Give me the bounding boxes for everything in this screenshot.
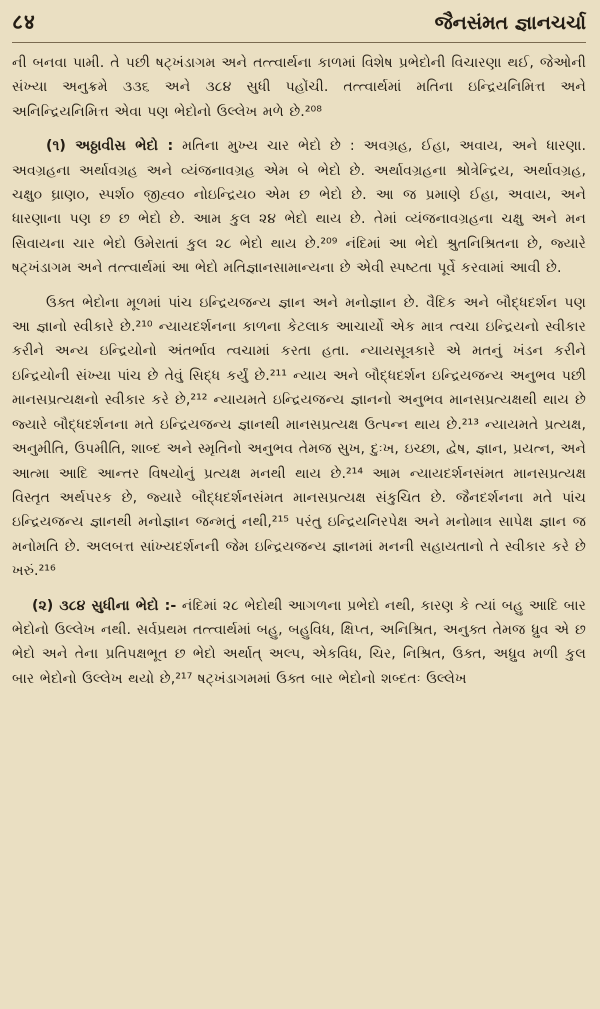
running-title: જૈનસંમત જ્ઞાનચર્ચા bbox=[434, 12, 586, 34]
page-number: ८४ bbox=[12, 9, 36, 34]
paragraph-twenty-eight-divisions bbox=[12, 134, 586, 280]
page-body bbox=[12, 51, 586, 691]
paragraph-text: મતિના મુખ્ય ચાર ભેદો છે : અવગ્રહ, ઈહા, અવાય, અને ધારણા. અવગ્રહના અર્થાવગ્રહ અને વ્યંજનાવગ્રહ એમ બે ભેદો છે. અર્થાવગ્રહના શ્રોત્રેન્દ્રિય, અર્થાવગ્રહ, ચક્ષુ૦ ઘ્રાણ૦, સ્પર્શ૦ જીહ્વ૦ નોઇન્દ્રિય૦ એમ છ ભેદો છે. આ જ પ્રમાણે ઈહા, અવાય, અને ધારણાના પણ છ છ ભેદો છે. આમ કુલ ૨૪ ભેદો થાય છે. તેમાં વ્યંજનાવગ્રહના ચક્ષુ અને મન સિવાયના ચાર ભેદો ઉમેરાતાં કુલ ૨૮ ભેદો થાય છે.²⁰⁹ નંદિમાં આ ભેદો શ્રુતનિશ્રિતના છે, જ્યારે ષટ્ખંડાગમ અને તત્ત્વાર્થમાં આ ભેદો મતિજ્ઞાનસામાન્યના છે એવી સ્પષ્ટતા પૂર્વે કરવામાં આવી છે. bbox=[12, 138, 586, 277]
paragraph-text: નંદિમાં ૨૮ ભેદોથી આગળના પ્રભેદો નથી, કારણ કે ત્યાં બહુ આદિ બાર ભેદોનો ઉલ્લેખ નથી. સર્વપ્રથમ તત્ત્વાર્થમાં બહુ, બહુવિધ, ક્ષિપ્ત, અનિશ્રિત, અનુક્ત તેમજ ધ્રુવ એ છ ભેદો અને તેના પ્રતિપક્ષભૂત છ ભેદો અર્થાત્ અલ્પ, એકવિધ, ચિર, નિશ્રિત, ઉક્ત, અધ્રુવ મળી કુલ બાર ભેદોનો ઉલ્લેખ થયો છે,²¹⁷ ષટ્ખંડાગમમાં ઉક્ત બાર ભેદોનો શબ્દતઃ ઉલ્લેખ bbox=[12, 597, 586, 687]
paragraph-sense-knowledge: ઉક્ત ભેદોના મૂળમાં પાંચ ઇન્દ્રિયજન્ય જ્ઞાન અને મનોજ્ઞાન છે. વૈદિક અને બૌદ્ધદર્શન પણ આ જ્ઞાનો સ્વીકારે છે.²¹⁰ ન્યાયદર્શનના કાળના કેટલાક આચાર્યો એક માત્ર ત્વચા ઇન્દ્રિયનો સ્વીકાર કરીને અન્ય ઇન્દ્રિયોનો અંતર્ભાવ ત્વચામાં કરતા હતા. ન્યાયસૂત્રકારે એ મતનું ખંડન કરીને ઇન્દ્રિયોની સંખ્યા પાંચ છે તેવું સિદ્ધ કર્યું છે.²¹¹ ન્યાય અને બૌદ્ધદર્શન ઇન્દ્રિયજન્ય અનુભવ પછી માનસપ્રત્યક્ષનો સ્વીકાર કરે છે,²¹² ન્યાયમતે ઇન્દ્રિયજન્ય જ્ઞાનનો અનુભવ માનસપ્રત્યક્ષથી થાય છે જ્યારે બૌદ્ધદર્શનના મતે ઇન્દ્રિયજન્ય જ્ઞાનથી માનસપ્રત્યક્ષ ઉત્પન્ન થાય છે.²¹³ ન્યાયમતે પ્રત્યક્ષ, અનુમીતિ, ઉપમીતિ, શાબ્દ અને સ્મૃતિનો અનુભવ તેમજ સુખ, દુઃખ, ઇચ્છા, દ્વેષ, જ્ઞાન, પ્રયત્ન, અને આત્મા આદિ આન્તર વિષયોનું પ્રત્યક્ષ મનથી થાય છે.²¹⁴ આમ ન્યાયદર્શનસંમત માનસપ્રત્યક્ષ વિસ્તૃત અર્થપરક છે, જ્યારે બૌદ્ધદર્શનસંમત માનસપ્રત્યક્ષ સંકુચિત છે. જૈનદર્શનના મતે પાંચ ઇન્દ્રિયજન્ય જ્ઞાનથી મનોજ્ઞાન જન્મતું નથી,²¹⁵ પરંતુ ઇન્દ્રિયનિરપેક્ષ અને મનોમાત્ર સાપેક્ષ જ્ઞાન જ મનોમતિ છે. અલબત્ત સાંખ્યદર્શનની જેમ ઇન્દ્રિયજન્ય જ્ઞાનમાં મનની સહાયતાનો તે સ્વીકાર કરે છે ખરું.²¹⁶ bbox=[12, 294, 586, 580]
section-heading-1: (૧) અઠ્ઠાવીસ ભેદો : bbox=[46, 138, 174, 155]
paragraph-continuation: ની બનવા પામી. તે પછી ષટ્ખંડાગમ અને તત્ત્વાર્થના કાળમાં વિશેષ પ્રભેદોની વિચારણા થઈ, જેઓની સંખ્યા અનુક્રમે ૩૩૬ અને ૩૮૪ સુધી પહોંચી. તત્ત્વાર્થમાં મતિના ઇન્દ્રિયનિમિત્ત અને અનિન્દ્રિયનિમિત્ત એવા પણ ભેદોનો ઉલ્લેખ મળે છે.²⁰⁸ bbox=[12, 55, 586, 120]
page-header bbox=[12, 8, 586, 43]
section-heading-2: (૨) ૩૮૪ સુધીના ભેદો :- bbox=[32, 597, 177, 614]
paragraph-384-divisions bbox=[12, 594, 586, 692]
